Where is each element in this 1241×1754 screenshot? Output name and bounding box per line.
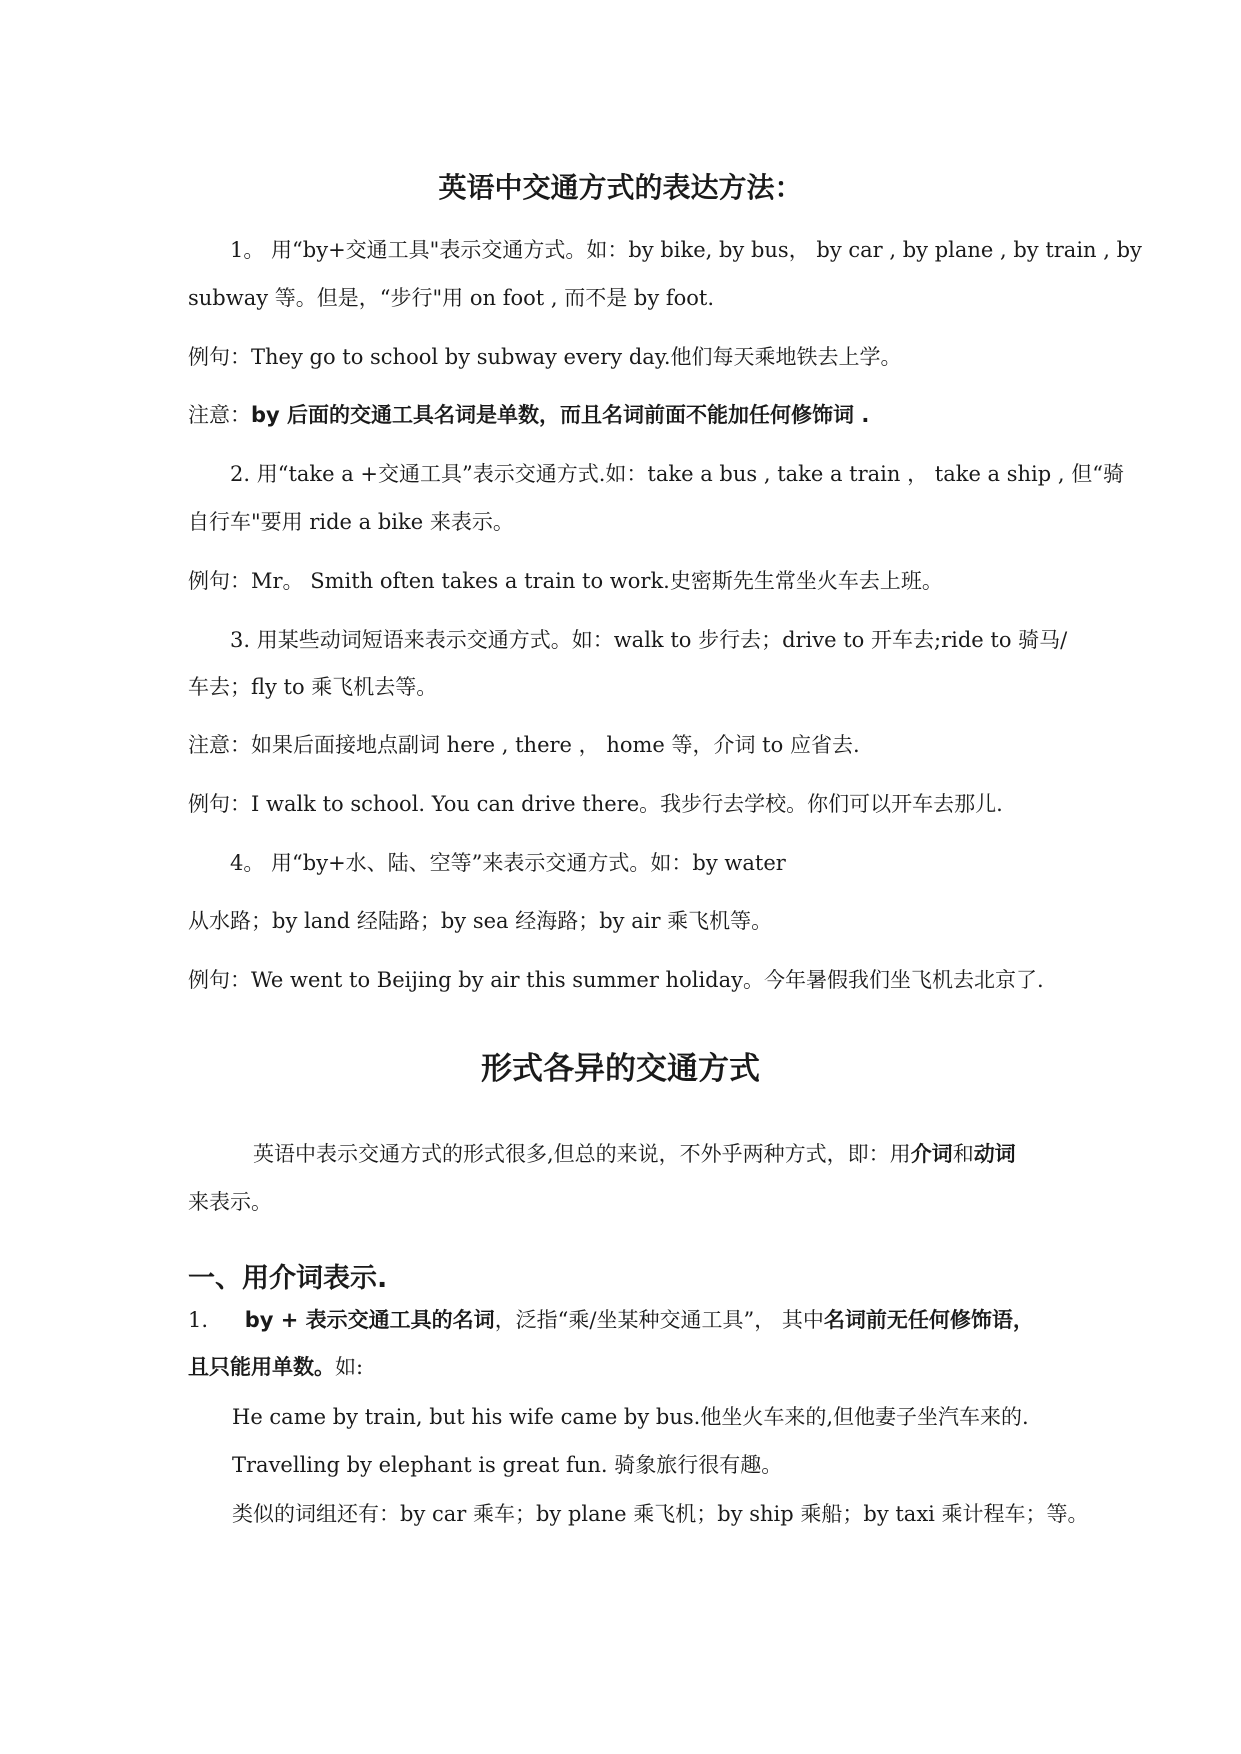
subsection-heading: 一、用介词表示. — [188, 1263, 388, 1294]
intro-conjunction: 和 — [952, 1142, 974, 1166]
point-2-line-1: 2. 用“take a +交通工具”表示交通方式.如：take a bus , take a train ， take a ship , 但“骑 — [230, 462, 1124, 486]
point-3-line-1: 3. 用某些动词短语来表示交通方式。如：walk to 步行去；drive to 开车去;ride to 骑马/ — [230, 628, 1068, 652]
item-1-number: 1. — [188, 1308, 209, 1332]
point-4-line-2: 从水路；by land 经陆路；by sea 经海路；by air 乘飞机等。 — [188, 909, 773, 933]
example-sentence-2: 例句：Mr。 Smith often takes a train to work.史密斯先生常坐火车去上班。 — [188, 569, 943, 593]
item-1-bold-rule: by + 表示交通工具的名词 — [244, 1308, 495, 1332]
point-3-line-2: 车去；fly to 乘飞机去等。 — [188, 675, 438, 699]
item-1-text: ，泛指“乘/坐某种交通工具”， 其中 — [494, 1308, 824, 1332]
item-1-bold-constraint: 名词前无任何修饰语， — [823, 1308, 1034, 1332]
example-sentence-7: 类似的词组还有：by car 乘车；by plane 乘飞机；by ship 乘船；by taxi 乘计程车；等。 — [232, 1502, 1089, 1526]
note-2: 注意：如果后面接地点副词 here , there ， home 等，介词 to 应省去. — [188, 733, 860, 757]
document-title: 英语中交通方式的表达方法： — [438, 171, 803, 204]
note-1 — [188, 401, 869, 429]
section-title: 形式各异的交通方式 — [481, 1051, 760, 1087]
intro-line-1 — [253, 1140, 1016, 1168]
intro-line-2: 来表示。 — [188, 1190, 272, 1214]
item-1-rest: 如: — [335, 1355, 364, 1379]
intro-text: 英语中表示交通方式的形式很多,但总的来说，不外乎两种方式，即：用 — [253, 1142, 911, 1166]
item-1-line-1 — [188, 1306, 1034, 1334]
item-1-bold-singular: 且只能用单数。 — [188, 1355, 335, 1379]
example-sentence-5: He came by train, but his wife came by bus.他坐火车来的,但他妻子坐汽车来的. — [232, 1405, 1029, 1429]
example-sentence-4: 例句：We went to Beijing by air this summer holiday。今年暑假我们坐飞机去北京了. — [188, 968, 1044, 992]
point-1-line-2: subway 等。但是，“步行"用 on foot , 而不是 by foot. — [188, 286, 715, 310]
intro-bold-verb: 动词 — [973, 1142, 1016, 1166]
example-sentence-6: Travelling by elephant is great fun. 骑象旅行很有趣。 — [232, 1453, 783, 1477]
item-1-line-2 — [188, 1353, 363, 1381]
example-sentence-1: 例句：They go to school by subway every day.他们每天乘地铁去上学。 — [188, 345, 902, 369]
example-sentence-3: 例句：I walk to school. You can drive there。我步行去学校。你们可以开车去那儿. — [188, 792, 1003, 816]
point-2-line-2: 自行车"要用 ride a bike 来表示。 — [188, 510, 514, 534]
note-1-label: 注意： — [188, 403, 251, 427]
note-1-bold-text: by 后面的交通工具名词是单数，而且名词前面不能加任何修饰词 . — [251, 403, 870, 427]
point-1-line-1: 1。 用“by+交通工具"表示交通方式。如：by bike, by bus， by car , by plane , by train , by — [230, 238, 1142, 262]
intro-bold-preposition: 介词 — [910, 1142, 953, 1166]
point-4-line-1: 4。 用“by+水、陆、空等”来表示交通方式。如：by water — [230, 851, 786, 875]
